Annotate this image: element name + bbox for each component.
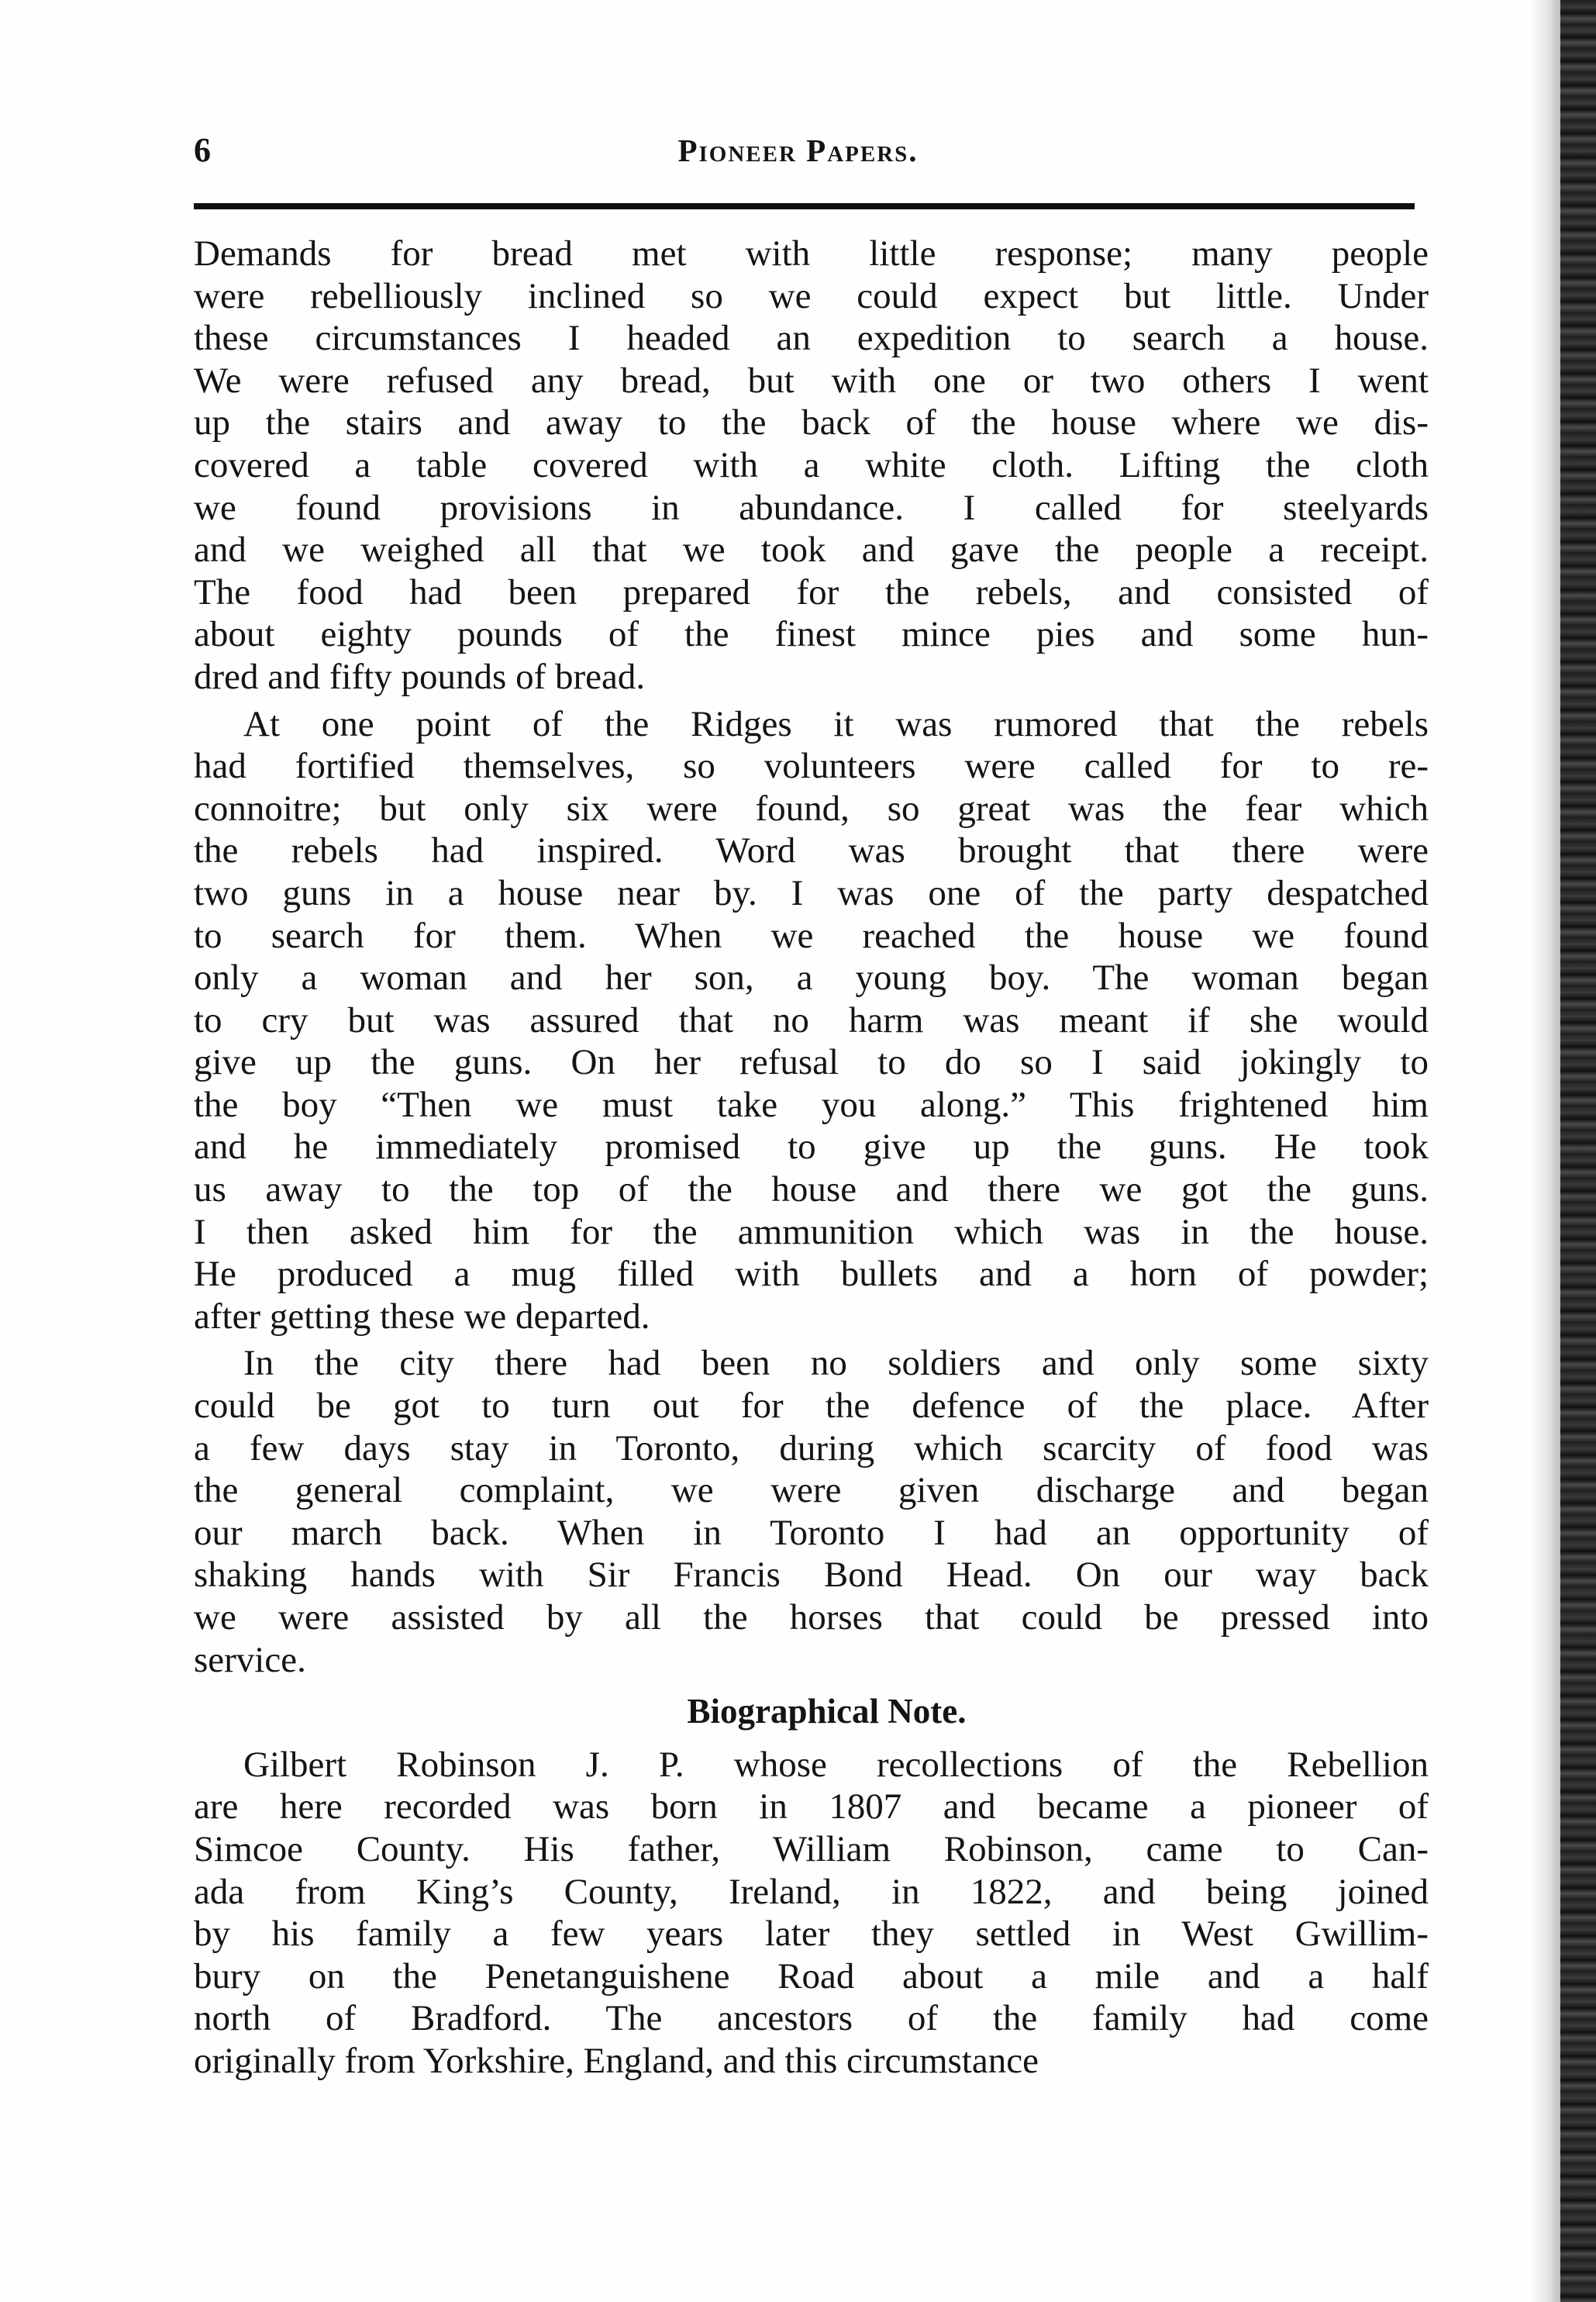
text-line: about eighty pounds of the finest mince pies and some hun- — [194, 614, 1429, 655]
text-line: are here recorded was born in 1807 and became a pioneer of — [194, 1786, 1429, 1827]
text-line: bury on the Penetanguishene Road about a mile and a half — [194, 1955, 1429, 1997]
text-line: covered a table covered with a white cloth. Lifting the cloth — [194, 444, 1429, 485]
text-line: north of Bradford. The ancestors of the family had come — [194, 1998, 1429, 2039]
text-line: up the stairs and away to the back of the house where we dis- — [194, 402, 1429, 443]
text-line: to cry but was assured that no harm was meant if she would — [194, 999, 1429, 1041]
section-heading: Biographical Note. — [687, 1692, 967, 1731]
text-line: and we weighed all that we took and gave the people a receipt. — [194, 530, 1429, 571]
paragraph — [194, 703, 1429, 1338]
text-line: At one point of the Ridges it was rumored that the rebels — [243, 703, 1429, 744]
paragraph — [194, 1342, 1429, 1681]
text-line: were rebelliously inclined so we could expect but little. Under — [194, 275, 1429, 316]
page-edge-shadow — [1529, 0, 1560, 2302]
paragraph — [194, 1744, 1429, 2083]
text-line: our march back. When in Toronto I had an opportunity of — [194, 1512, 1429, 1553]
text-line: shaking hands with Sir Francis Bond Head. On our way back — [194, 1555, 1429, 1596]
text-line: Simcoe County. His father, William Robinson, came to Can- — [194, 1828, 1429, 1869]
text-line: two guns in a house near by. I was one of the party despatched — [194, 872, 1429, 913]
text-line: only a woman and her son, a young boy. The woman began — [194, 958, 1429, 999]
paragraph — [194, 233, 1429, 699]
text-line: the general complaint, we were given discharge and began — [194, 1470, 1429, 1511]
text-line: by his family a few years later they settled in West Gwillim- — [194, 1914, 1429, 1955]
text-line: could be got to turn out for the defence of the place. After — [194, 1386, 1429, 1427]
text-line: and he immediately promised to give up the guns. He took — [194, 1127, 1429, 1168]
text-line: the rebels had inspired. Word was brought that there were — [194, 830, 1429, 871]
text-line: originally from Yorkshire, England, and this circumstance — [194, 2040, 1039, 2081]
body-text — [194, 233, 1429, 2083]
header-rule — [194, 203, 1415, 209]
text-line: Gilbert Robinson J. P. whose recollections of the Rebellion — [243, 1744, 1429, 1785]
page-edge-binding — [1560, 0, 1596, 2302]
text-line: after getting these we departed. — [194, 1296, 650, 1337]
page-number: 6 — [194, 131, 211, 169]
text-line: dred and fifty pounds of bread. — [194, 656, 646, 697]
text-line: In the city there had been no soldiers and only some sixty — [243, 1343, 1429, 1384]
text-line: a few days stay in Toronto, during which scarcity of food was — [194, 1427, 1429, 1469]
text-line: to search for them. When we reached the house we found — [194, 915, 1429, 956]
text-line: these circumstances I headed an expedition to search a house. — [194, 318, 1429, 359]
text-line: connoitre; but only six were found, so great was the fear which — [194, 788, 1429, 829]
text-line: the boy “Then we must take you along.” This frightened him — [194, 1084, 1429, 1125]
text-line: Demands for bread met with little response; many people — [194, 233, 1429, 274]
text-line: service. — [194, 1639, 306, 1680]
text-line: had fortified themselves, so volunteers were called for to re- — [194, 746, 1429, 787]
text-line: We were refused any bread, but with one or two others I went — [194, 360, 1429, 401]
text-line: He produced a mug filled with bullets and a horn of powder; — [194, 1254, 1429, 1295]
text-line: give up the guns. On her refusal to do so I said jokingly to — [194, 1042, 1429, 1083]
text-line: I then asked him for the ammunition which was in the house. — [194, 1211, 1429, 1252]
text-line: The food had been prepared for the rebels, and consisted of — [194, 571, 1429, 613]
text-line: us away to the top of the house and there we got the guns. — [194, 1169, 1429, 1210]
text-line: ada from King’s County, Ireland, in 1822, and being joined — [194, 1871, 1429, 1912]
text-line: we were assisted by all the horses that could be pressed into — [194, 1597, 1429, 1638]
text-line: we found provisions in abundance. I called for steelyards — [194, 487, 1429, 528]
running-title: Pioneer Papers. — [677, 133, 919, 168]
